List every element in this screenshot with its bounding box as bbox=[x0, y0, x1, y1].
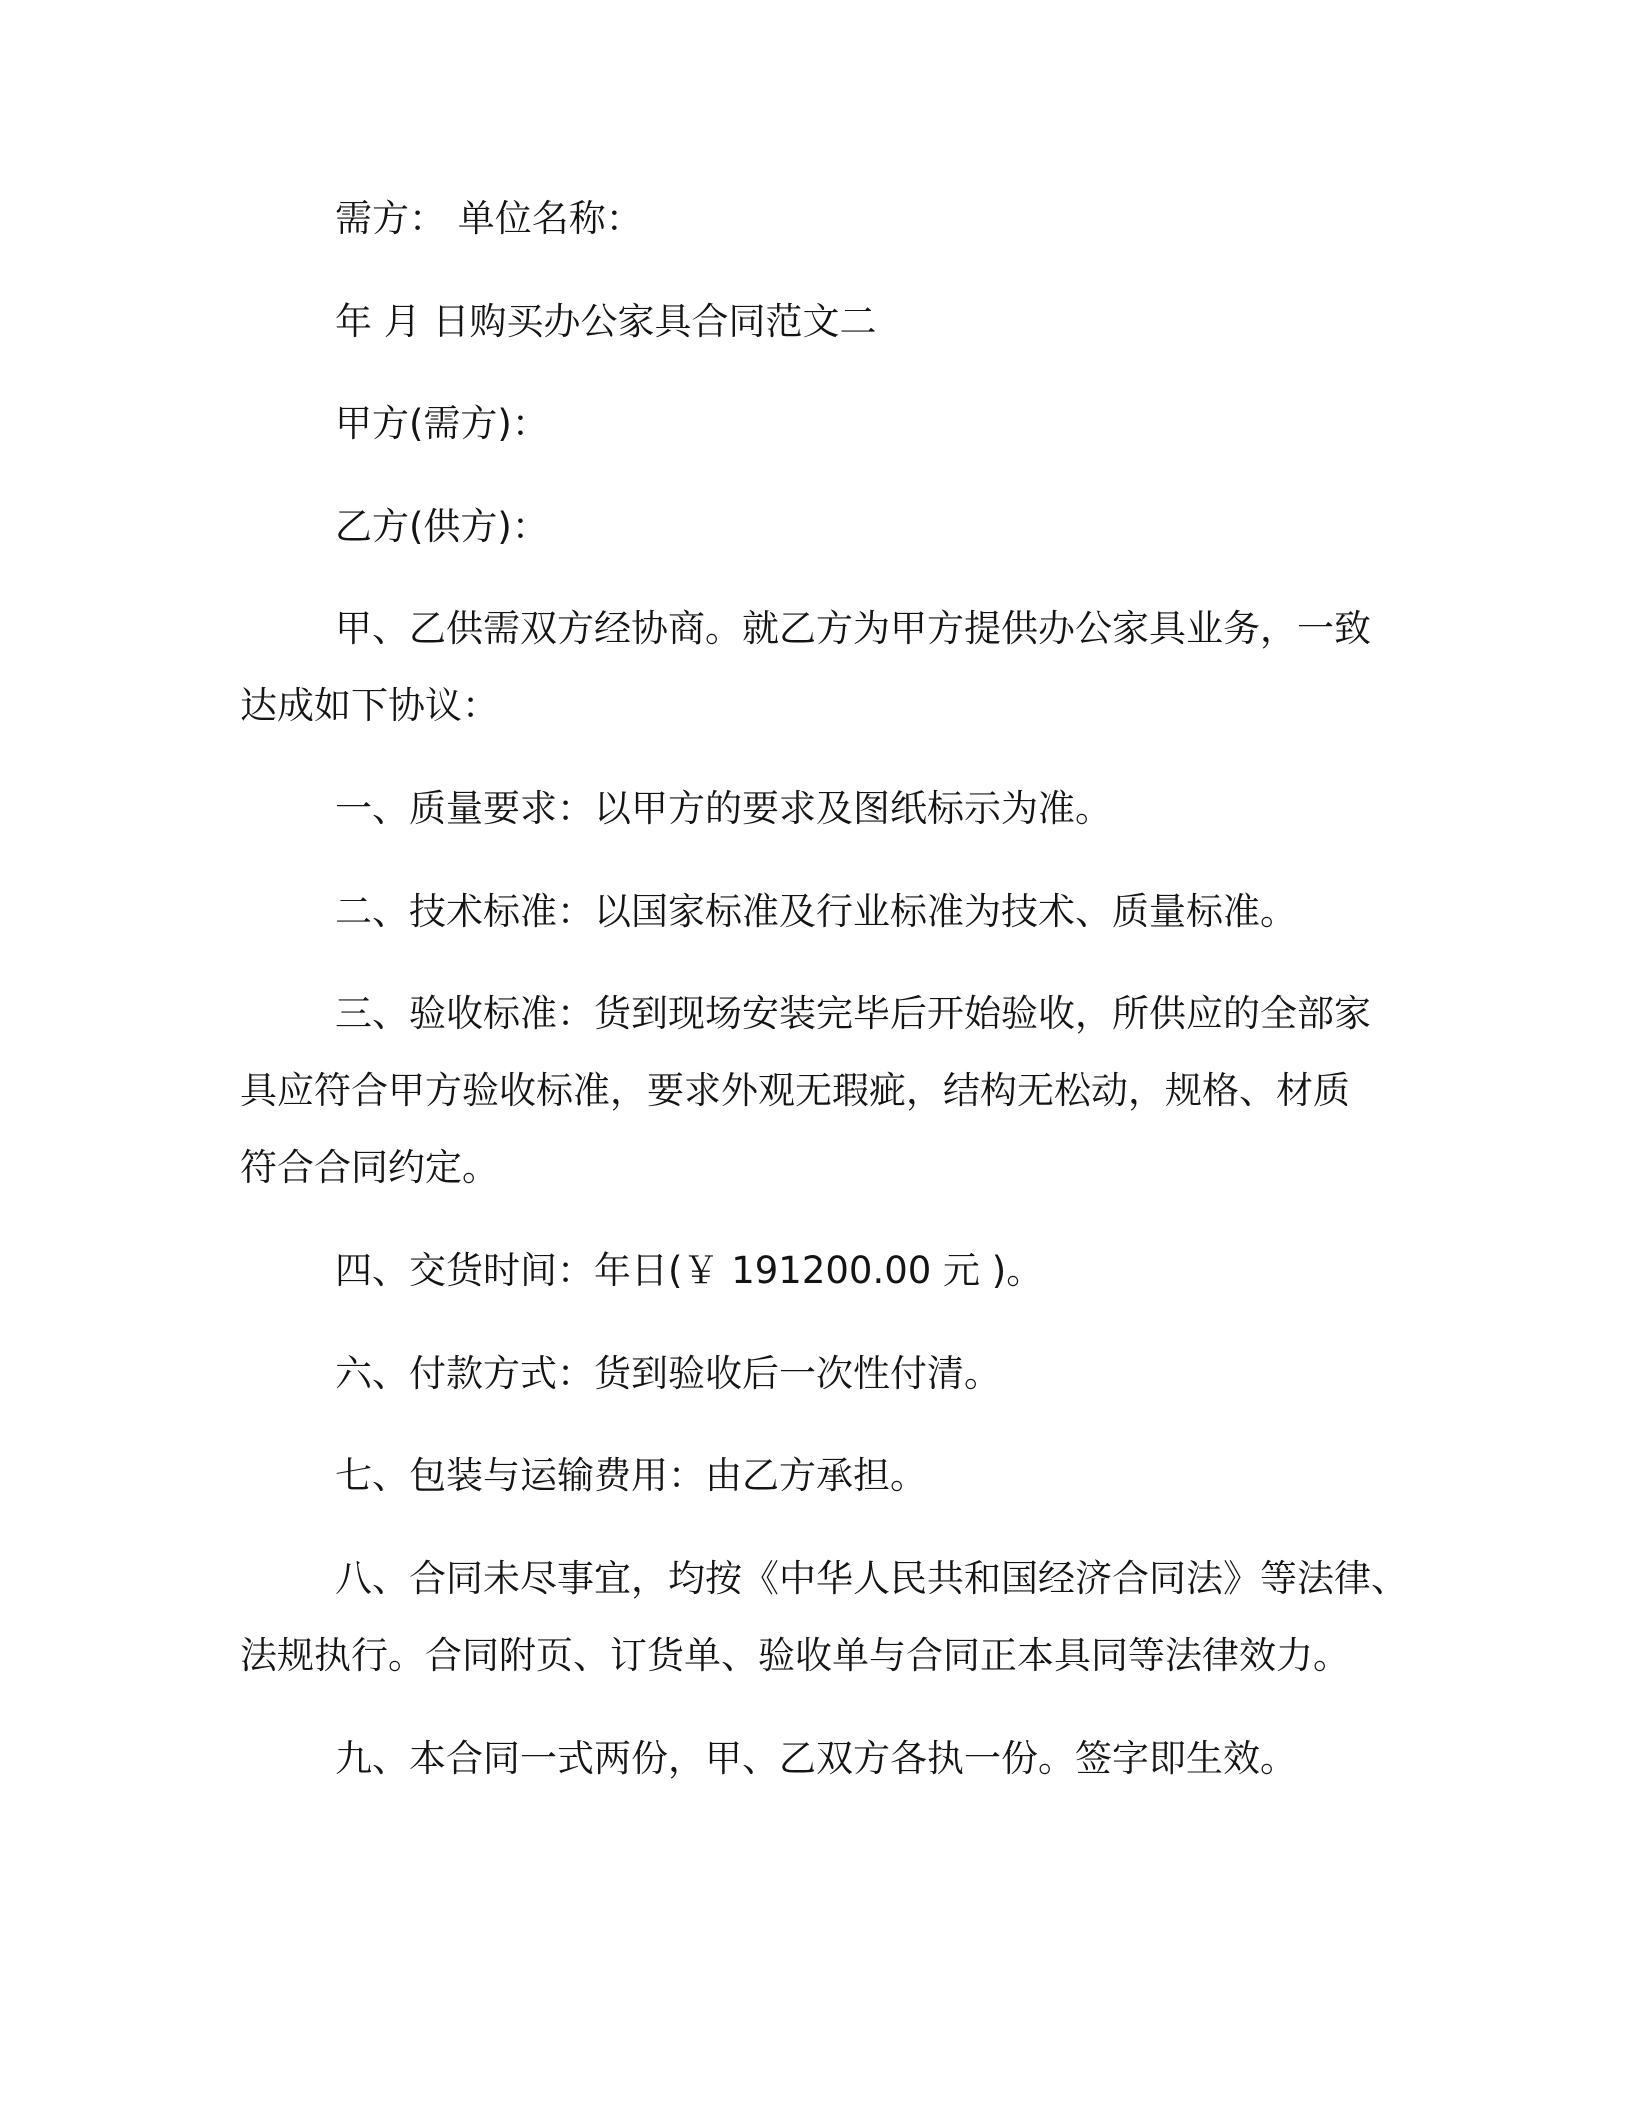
paragraph-line: 四、交货时间：年日(￥ 191200.00 元 )。 bbox=[335, 1249, 1044, 1292]
clause-delivery-time bbox=[240, 1232, 1410, 1309]
paragraph-demand-party bbox=[240, 180, 1410, 257]
clause-technical-standard bbox=[240, 873, 1410, 950]
clause-packaging bbox=[240, 1437, 1410, 1514]
clause-payment bbox=[240, 1335, 1410, 1412]
paragraph-line: 法规执行。合同附页、订货单、验收单与合同正本具同等法律效力。 bbox=[240, 1634, 1350, 1677]
clause-acceptance bbox=[240, 975, 1410, 1206]
paragraph-party-a bbox=[240, 385, 1410, 462]
paragraph-party-b bbox=[240, 488, 1410, 565]
paragraph-line: 一、质量要求：以甲方的要求及图纸标示为准。 bbox=[335, 787, 1112, 830]
paragraph-line: 需方： 单位名称： bbox=[335, 197, 643, 240]
paragraph-line: 年 月 日购买办公家具合同范文二 bbox=[335, 300, 877, 343]
clause-copies bbox=[240, 1720, 1410, 1797]
paragraph-contract-title bbox=[240, 283, 1410, 360]
paragraph-line: 具应符合甲方验收标准，要求外观无瑕疵，结构无松动，规格、材质 bbox=[240, 1069, 1350, 1112]
clause-other-matters bbox=[240, 1540, 1410, 1694]
paragraph-line: 八、合同未尽事宜，均按《中华人民共和国经济合同法》等法律、 bbox=[335, 1557, 1408, 1600]
paragraph-line: 九、本合同一式两份，甲、乙双方各执一份。签字即生效。 bbox=[335, 1737, 1297, 1780]
paragraph-line: 三、验收标准：货到现场安装完毕后开始验收，所供应的全部家 bbox=[335, 992, 1371, 1035]
clause-quality bbox=[240, 770, 1410, 847]
paragraph-line: 甲、乙供需双方经协商。就乙方为甲方提供办公家具业务，一致 bbox=[335, 607, 1371, 650]
paragraph-line: 乙方(供方)： bbox=[335, 505, 549, 548]
paragraph-agreement-intro bbox=[240, 590, 1410, 744]
paragraph-line: 甲方(需方)： bbox=[335, 402, 549, 445]
paragraph-line: 二、技术标准：以国家标准及行业标准为技术、质量标准。 bbox=[335, 890, 1297, 933]
paragraph-line: 达成如下协议： bbox=[240, 684, 499, 727]
paragraph-line: 符合合同约定。 bbox=[240, 1146, 499, 1189]
paragraph-line: 六、付款方式：货到验收后一次性付清。 bbox=[335, 1352, 1001, 1395]
paragraph-line: 七、包装与运输费用：由乙方承担。 bbox=[335, 1454, 927, 1497]
